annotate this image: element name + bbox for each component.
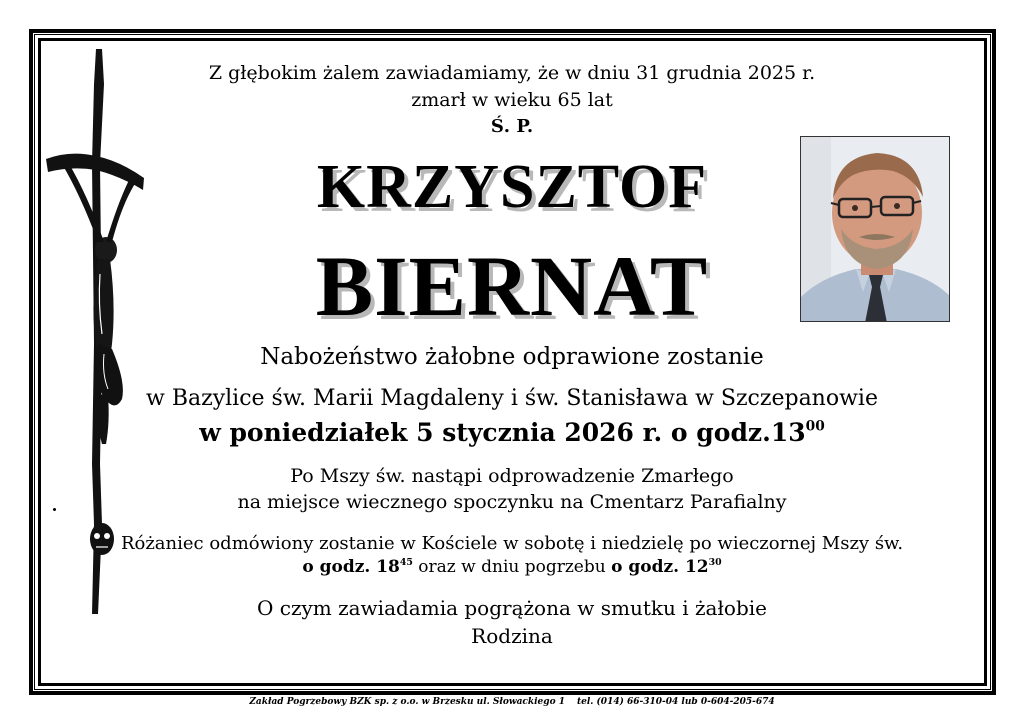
procession-line-2: na miejsce wiecznego spoczynku na Cmentarz Parafialny [237, 491, 787, 513]
intro-line-1: Z głębokim żalem zawiadamiamy, że w dniu 31 grudnia 2025 r. [208, 62, 816, 84]
service-line-1: Nabożeństwo żałobne odprawione zostanie [260, 344, 764, 370]
rosary-time-2-minutes: 30 [708, 557, 722, 568]
funeral-home-footer [0, 697, 1024, 707]
first-name: KRZYSZTOF [316, 153, 708, 221]
family-signature: Rodzina [471, 624, 553, 648]
footer-phone: tel. (014) 66-310-04 lub 0-604-205-674 [576, 697, 775, 707]
procession-line-1: Po Mszy św. nastąpi odprowadzenie Zmarłego [290, 465, 734, 487]
service-line-2: w Bazylice św. Marii Magdaleny i św. Stanisława w Szczepanowie [146, 386, 878, 411]
service-time-minutes: 00 [805, 418, 825, 435]
service-datetime-text: w poniedziałek 5 stycznia 2026 r. o godz.13 [199, 418, 806, 447]
portrait-photo [800, 136, 950, 322]
family-line-1: O czym zawiadamia pogrążona w smutku i żałobie [256, 596, 767, 620]
rosary-line-2 [0, 557, 1024, 577]
intro-line-2: zmarł w wieku 65 lat [411, 89, 613, 111]
rosary-time-1-minutes: 45 [399, 557, 413, 568]
service-datetime [0, 418, 1024, 447]
rosary-line-1: Różaniec odmówiony zostanie w Kościele w sobotę i niedzielę po wieczornej Mszy św. [120, 533, 904, 554]
rosary-time-1 [302, 557, 413, 577]
rosary-middle-text: oraz w dniu pogrzebu [412, 557, 612, 577]
rosary-time-2 [611, 557, 722, 577]
last-name: BIERNAT [315, 238, 709, 334]
rosary-time-1-hour: o godz. 18 [302, 557, 400, 577]
rosary-time-2-hour: o godz. 12 [611, 557, 709, 577]
honorific: Ś. P. [490, 116, 534, 137]
footer-company: Zakład Pogrzebowy BZK sp. z o.o. w Brzesku ul. Słowackiego 1 [249, 697, 565, 707]
